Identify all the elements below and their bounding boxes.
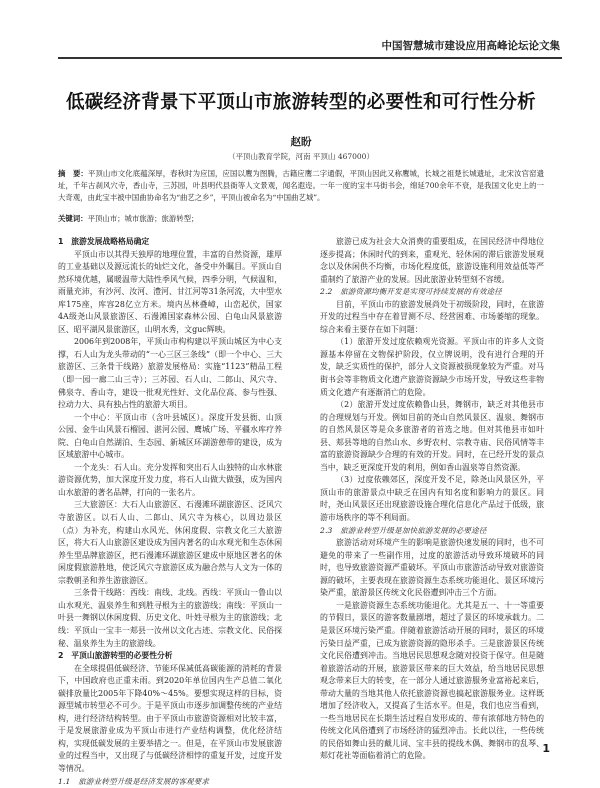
subsection-heading: 2.3 旅游业转型升级是加快旅游发展的必要途径 xyxy=(320,525,487,535)
paper-title: 低碳经济背景下平顶山市旅游转型的必要性和可行性分析 xyxy=(65,92,536,113)
keywords-text: 平顶山市；城市旅游；旅游转型； xyxy=(87,214,199,223)
paragraph: （1）旅游开发过度依赖观光资源。平顶山市的许多人文资源基本停留在文物保护阶段，仅立牌说明，没有进行合理的开发，缺乏实质性的保护，部分人文资源被损现象较为严重。对马街书会等非物质文化遗产旅游资源缺少市场开发，导致这些非物质文化遗产有逐渐消亡的危险。 xyxy=(320,337,544,397)
paragraph: 旅游活动对环境产生的影响是旅游快速发展的同时，也不可避免的带来了一些副作用，过度的旅游活动导致环境破坏的同时，也导致旅游资源严重破坏。平顶山市旅游活动导致对旅游资源的破坏，主要表现在旅游资源生态系统功能退化、景区环境污染严重，旅游景区传统文化民俗遭到冲击三个方面。 xyxy=(320,538,544,598)
paragraph: 三大旅游区：大石人山旅游区、石漫滩环湖旅游区、泛风穴寺旅游区。以石人山、二郎山、风穴寺为核心，以周边景区（点）为补充，构建山水风光、休闲度假、宗教文化三大旅游区，将大石人山旅游区建设成为国内著名的山水观光和生态休闲养生型品牌旅游区，把石漫滩环湖旅游区建成中原地区著名的休闲度假旅游胜地，使泛风穴寺旅游区成为融合然与人文为一体的宗教朝圣和养生游旅游区。 xyxy=(58,500,282,585)
paragraph: 三条骨干线路：西线：南线、北线。西线：平顶山一鲁山以山水观光、温泉养生和到胜寻根为主的旅游线；南线：平顶山一叶县一舞钢以休闲度假、历史文化、叶姓寻根为主的旅游线；北线：平顶山一宝丰一郏县一汝州以文化古迹、宗教文化、民俗探秘、温泉养生为主的旅游线。 xyxy=(58,588,282,648)
keywords xyxy=(58,213,544,225)
keywords-label: 关键词： xyxy=(58,214,88,223)
subsection-heading: 1.1 旅游业转型升级是经济发展的客观要求 xyxy=(58,776,210,786)
paragraph: （2）旅游开发过度依赖鲁山县，舞钢市，缺乏对其他县市的合理规划与开发。例如目前的尧山自然风景区、温泉、舞钢市的自然风景区等是众多旅游者的首选之地。但对其他县市如叶县、郏县等地的自然山水、乡野农村、宗教寺庙、民俗风情等丰富的旅游资源缺少合理的有效的开发。同时，在已经开发的景点当中，缺乏更深度开发的利用，例如香山温泉等自然资源。 xyxy=(320,400,544,472)
header-rule xyxy=(58,57,562,59)
paragraph: 一是旅游资源生态系统功能退化。尤其是五一、十一等重要的节假日，景区的游客数量剧增，超过了景区的环境承载力。二是景区环境污染严重。伴随着旅游活动开展的同时，景区的环境污染日益严重，已成为旅游资源的隐形杀手。三是旅游景区传统文化民俗遭到冲击。当地居民思想观念随对投资于保守。但是随着旅游活动的开展，旅游景区带来的巨大效益，给当地居民思想观念带来巨大的转变，在一部分人通过旅游服务业富裕起来后，带动大量的当地其他人依托旅游资源也搞起旅游服务业。这样既增加了经济收入，又提高了生活水平。但是，我们也应当看到，一些当地居民在长期生活过程自发形成的、带有浓郁地方特色的传统文化风俗遭到了市场经济的猛烈冲击。长此以往，一些传统的民俗如舞山县的戴儿词、宝丰县的提线木偶、舞钢市的乱琴、郏灯花社等面临着消亡的危险。 xyxy=(320,600,544,761)
paragraph: 在全球提倡低碳经济、节能环保减低高碳能源的消耗的背景下，中国政府也正重未雨。到2020年单位国内生产总值二氧化碳排放量比2005年下降40%～45%。要想实现这样的目标，资源型城市转型必不可少。于是平顶山市逐步加调整传统的产业结构，进行经济结构转型。由于平顶山市旅游资源相对比较丰富，于是发展旅游业成为平顶山市进行产业结构调整，优化经济结构，实现低碳发展的主要举措之一。但是，在平顶山市发展旅游业的过程当中，又出现了与低碳经济相悖的重复开发，过度开发等情况。 xyxy=(58,663,282,773)
section-heading: 1 旅游发展战略格局确定 xyxy=(58,237,150,246)
page-number: 1 xyxy=(542,742,550,755)
left-column xyxy=(58,236,282,788)
abstract-label: 摘 要： xyxy=(58,169,88,178)
abstract xyxy=(58,168,544,205)
right-column xyxy=(320,236,544,763)
paragraph: 目前，平顶山市的旅游发展尚处于初级阶段，同时，在旅游开发的过程当中存在着冒测不尽、经营困难、市场萎缩的现象。综合来看主要存在如下问题： xyxy=(320,299,544,334)
paragraph: 旅游已成为社会大众消费的重要组成，在国民经济中得地位逐步提高；休闲时代的到来，重观光、轻休闲的滞后旅游发展观念以及休闲供不均衡，市场化程度低，旅游设施利用效益低等严重制约了旅游产业的发展。因此旅游业转型刻不容缓。 xyxy=(320,237,544,284)
paragraph: 一个龙头：石人山。充分发挥和突出石人山独特的山水林旅游资源优势，加大深度开发力度，将石人山做大做强，成为国内山水旅游的著名品牌，打向的一张名片。 xyxy=(58,462,282,497)
affiliation: （平顶山教育学院，河南 平顶山 467000） xyxy=(228,152,374,161)
author: 赵盼 xyxy=(290,136,312,148)
paragraph: 平顶山市以其得天独厚的地理位置，丰富的自然资源，雄厚的工业基础以及源远流长的灿烂文化，备受中外瞩目。平顶山自然环境优越，属暖温带大陆性季风气候，四季分明，气候温和，雨量充沛，有沙河、汝河、澧河、甘江河等31条河流，大中型水库175座，库容28亿立方米。境内丛林叠嶂，山峦起伏，国家4A级尧山风景旅游区、石漫滩国家森林公园、白龟山风景旅游区、昭平湖风景旅游区，山明水秀，文guc辉映。 xyxy=(58,249,282,334)
running-header: 中国智慧城市建设应用高峰论坛论文集 xyxy=(381,40,560,52)
paragraph: 2006年到2008年，平顶山市构构建以平顶山城区为中心支撑，石人山为龙头带动的“一心三区三条线”（即一个中心、三大旅游区、三条骨干线路）旅游发展格局：实施“1123”精品工程（即一园一廊二山三寺）；三苏园、石人山、二郎山、风穴寺、佛泉寺、香山寺，建设一批观光性好、文化品位高、参与性强、拉动力大、具有独占性的旅游大项目。 xyxy=(58,337,282,410)
section-heading: 2 平顶山旅游转型的必要性分析 xyxy=(58,651,173,661)
paragraph: 一个中心：平顶山市（含叶县城区）。深度开发县衙、山顶公园、金牛山风景石榴园、湛河公园、鹰城广场、平疆水库疗养院、白龟山自然湖泊、生态园、新城区环湖游憩带的建设，成为区域旅游中心城市。 xyxy=(58,412,282,460)
abstract-text: 平顶山市文化底蕴深厚，春秋时为应国，应国以鹰为图腾，古籍应鹰二字通假，平顶山因此又称鹰城，长城之祖楚长城遗址，北宋汝官窑遗址，千年古刹风穴寺，香山寺，三苏园，叶县明代县衙等人文景观，闻名遐迩。一年一度的宝丰马街书会，绵延700余年不衰，是我国文化史上的一大奇观，由此宝丰被中国曲协命名为“曲艺之乡”，平顶山被命名为“中国曲艺城”。 xyxy=(58,169,544,203)
subsection-heading: 2.2 旅游资源均衡开发是实现可持续发展的有效途径 xyxy=(320,287,502,297)
paragraph: （3）过度依赖郊区，深度开发不足，除尧山风景区外，平顶山市的旅游景点中缺乏在国内有知名度和影响力的景区。同时，尧山风景区还出现旅游设施合理化信息化产品过于低级，旅游市场秩序的等不利局面。 xyxy=(320,475,544,523)
